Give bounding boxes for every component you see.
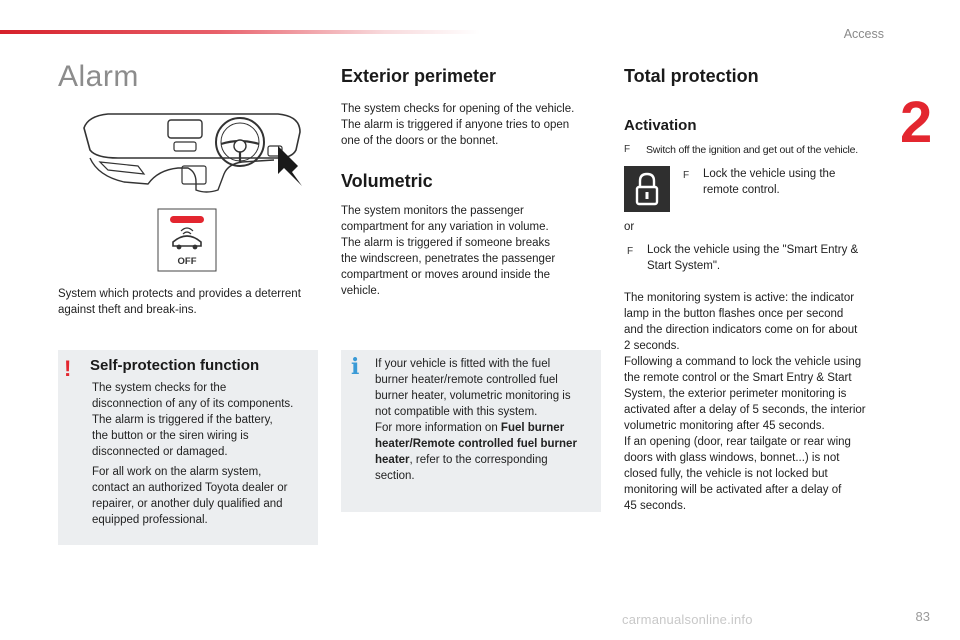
dashboard-illustration xyxy=(78,110,310,198)
bullet-marker: F xyxy=(624,144,631,155)
header-accent-bar xyxy=(0,30,480,34)
bullet-marker: F xyxy=(627,246,634,257)
alarm-button-illustration xyxy=(157,208,217,272)
self-protection-text-2: For all work on the alarm system, contact an authorized Toyota dealer or repairer, or another duly qualified and equipped professional. xyxy=(92,466,288,526)
warning-icon: ! xyxy=(64,356,72,381)
section-label: Access xyxy=(843,27,884,41)
activation-heading: Activation xyxy=(624,117,697,134)
volumetric-heading: Volumetric xyxy=(341,171,433,191)
chapter-number: 2 xyxy=(900,90,933,155)
step-remote-lock: Lock the vehicle using the remote control. xyxy=(703,168,836,196)
page-title: Alarm xyxy=(58,60,139,93)
volumetric-text: The system monitors the passenger compartment for any variation in volume. The alarm is triggered if someone breaks the windscreen, penetrates the passenger compartment or moves around inside the vehicle. xyxy=(341,205,556,297)
info-icon: i xyxy=(351,354,360,380)
off-label: OFF xyxy=(177,256,197,267)
step-smart-entry: Lock the vehicle using the "Smart Entry & Start System". xyxy=(647,244,859,272)
alarm-intro: System which protects and provides a deterrent against theft and break-ins. xyxy=(58,288,301,316)
monitoring-text: The monitoring system is active: the indicator lamp in the button flashes once per second and the direction indicators come on for about 2 seconds. Following a command to lock the vehicle using the remote control or the Smart Entry & Start System, the exterior perimeter monitoring is activated after a delay of 5 seconds, the interior volumetric monitoring after 45 seconds. If an opening (door, rear tailgate or rear wing doors with glass windows, bonnet...) is not closed fully, the vehicle is not locked but monitoring will be activated after a delay of 45 seconds. xyxy=(624,292,866,512)
page-number: 83 xyxy=(915,609,930,624)
or-label: or xyxy=(624,221,635,233)
self-protection-heading: Self-protection function xyxy=(90,357,260,374)
step-switch-off: Switch off the ignition and get out of the vehicle. xyxy=(646,144,859,156)
total-protection-heading: Total protection xyxy=(624,66,759,86)
info-text: If your vehicle is fitted with the fuel burner heater/remote controlled fuel burner heater, volumetric monitoring is not compatible with this system. For more information on Fuel burner heater/Remote controlled fuel burner heater, refer to the corresponding section. xyxy=(375,358,577,482)
self-protection-text-1: The system checks for the disconnection of any of its components. The alarm is triggered if the battery, the button or the siren wiring is disconnected or damaged. xyxy=(92,382,294,458)
watermark: carmanualsonline.info xyxy=(622,612,753,627)
exterior-text: The system checks for opening of the vehicle. The alarm is triggered if anyone tries to open one of the doors or the bonnet. xyxy=(341,103,575,147)
exterior-heading: Exterior perimeter xyxy=(341,66,497,86)
lock-icon xyxy=(624,166,670,212)
bullet-marker: F xyxy=(683,170,690,181)
